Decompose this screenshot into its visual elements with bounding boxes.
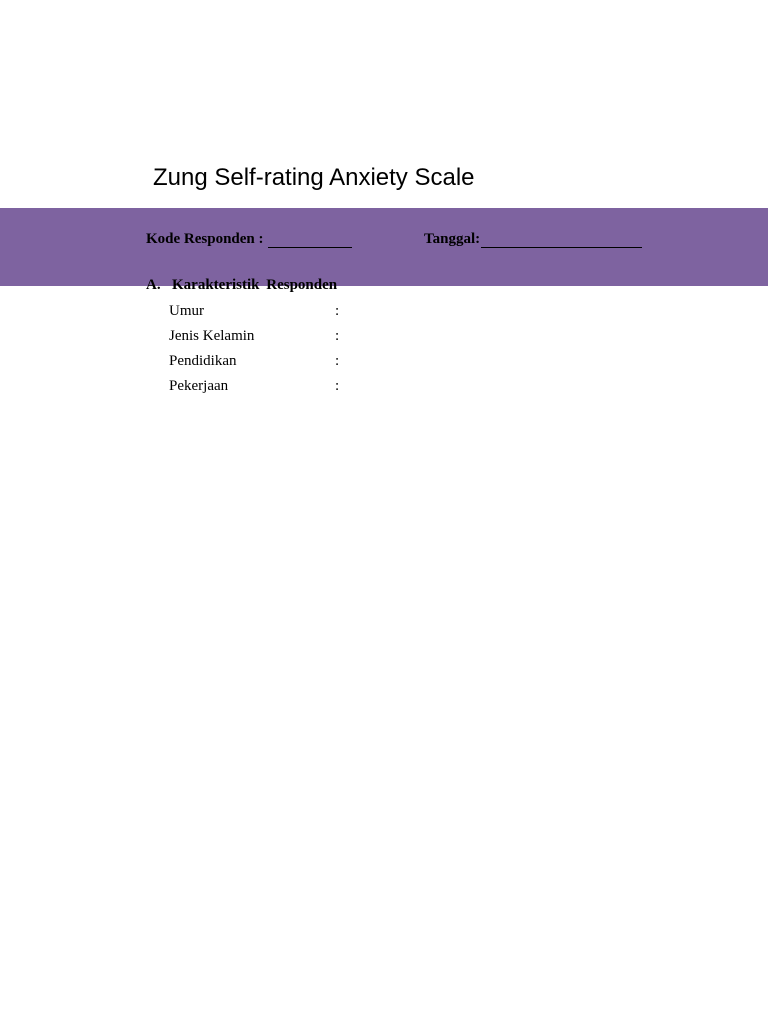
field-colon: : bbox=[335, 378, 340, 394]
field-label: Umur bbox=[169, 303, 204, 319]
tanggal-blank[interactable] bbox=[481, 232, 642, 248]
field-label: Jenis Kelamin bbox=[169, 328, 255, 344]
kode-responden-blank[interactable] bbox=[268, 232, 352, 248]
field-pendidikan bbox=[169, 353, 340, 373]
field-colon: : bbox=[335, 303, 340, 319]
tanggal-label: Tanggal: bbox=[424, 231, 481, 247]
section-a-letter: A. bbox=[146, 277, 161, 293]
field-label: Pekerjaan bbox=[169, 378, 229, 394]
field-label: Pendidikan bbox=[169, 353, 237, 369]
field-colon: : bbox=[335, 353, 340, 369]
page-title: Zung Self-rating Anxiety Scale bbox=[153, 164, 475, 191]
kode-responden-label: Kode Responden : bbox=[146, 231, 264, 247]
section-a-title: Karakteristik Responden bbox=[172, 277, 338, 293]
field-jenis-kelamin bbox=[169, 328, 340, 348]
header-band bbox=[0, 208, 768, 286]
field-umur bbox=[169, 303, 340, 323]
kode-responden-field bbox=[146, 228, 352, 248]
section-a-heading bbox=[146, 277, 337, 294]
tanggal-field bbox=[424, 228, 642, 248]
field-colon: : bbox=[335, 328, 340, 344]
field-pekerjaan bbox=[169, 378, 340, 398]
